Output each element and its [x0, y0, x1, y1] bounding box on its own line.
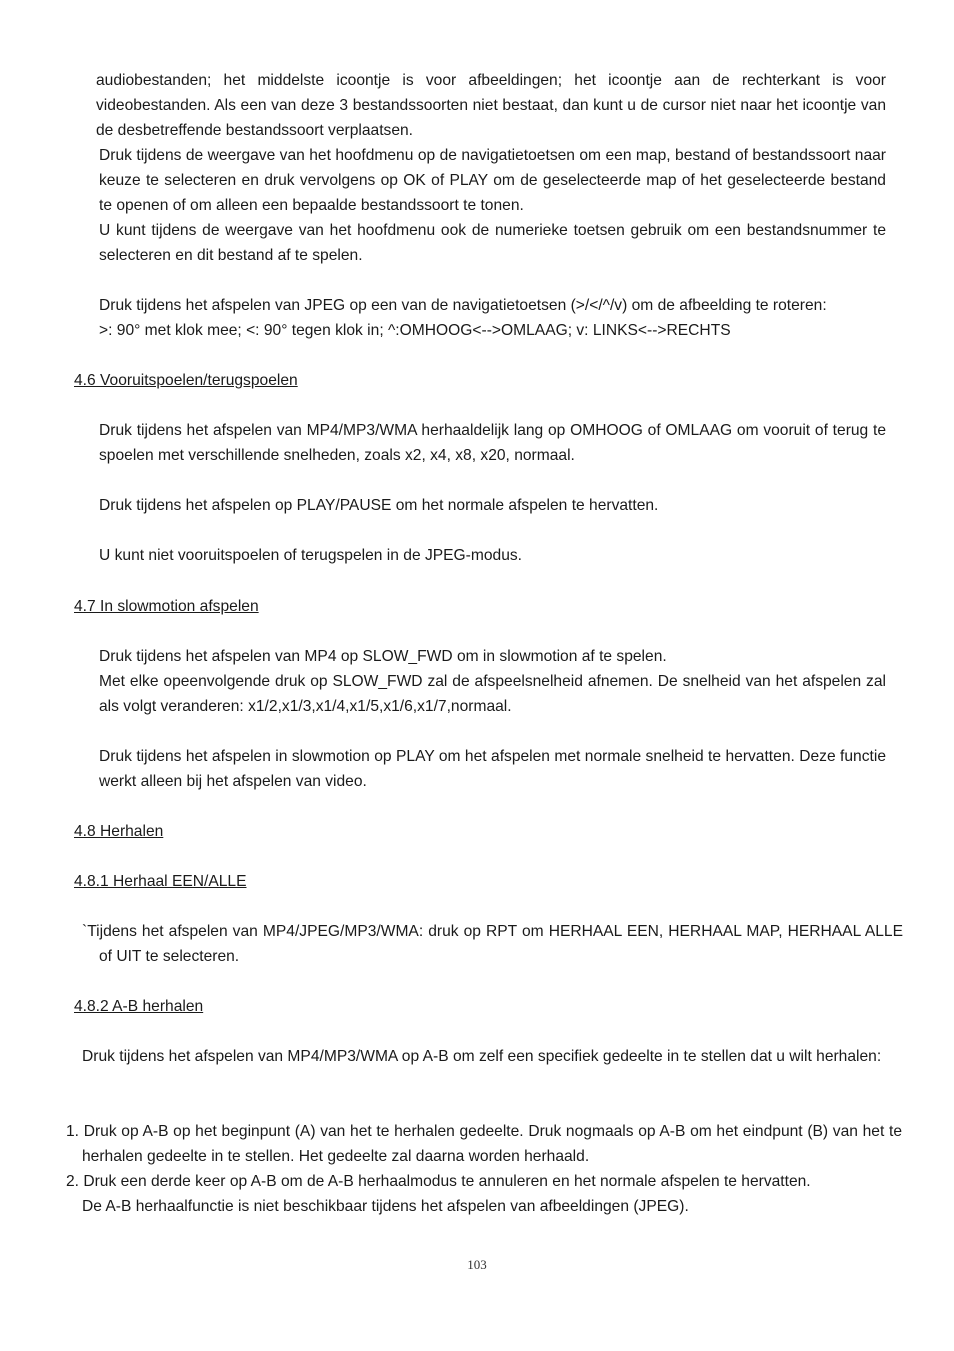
s47-paragraph-1: Druk tijdens het afspelen van MP4 op SLOW_FWD om in slowmotion af te spelen. — [99, 648, 667, 665]
page-number: 103 — [467, 1257, 487, 1272]
list-note: De A-B herhaalfunctie is niet beschikbaar tijdens het afspelen van afbeeldingen (JPEG). — [82, 1198, 689, 1215]
intro-paragraph-1: audiobestanden; het middelste icoontje is voor afbeeldingen; het icoontje aan de rechterkant is voor videobestanden. Als een van deze 3 bestandssoorten niet bestaat, dan kunt u de cursor niet naar het icoontje van de desbetreffende bestandssoort verplaatsen. — [96, 72, 886, 139]
list-item-2: 2. Druk een derde keer op A-B om de A-B herhaalmodus te annuleren en het normale afspelen te hervatten. — [66, 1173, 811, 1190]
section-heading-4-6: 4.6 Vooruitspoelen/terugspoelen — [74, 372, 298, 389]
s46-paragraph-1: Druk tijdens het afspelen van MP4/MP3/WMA herhaaldelijk lang op OMHOOG of OMLAAG om vooruit of terug te spoelen met verschillende snelheden, zoals x2, x4, x8, x20, normaal. — [99, 422, 886, 464]
s46-paragraph-3: U kunt niet vooruitspoelen of terugspelen in de JPEG-modus. — [99, 547, 523, 564]
intro-paragraph-2: Druk tijdens de weergave van het hoofdmenu op de navigatietoetsen om een map, bestand of bestandssoort naar keuze te selecteren en druk vervolgens op OK of PLAY om de geselecteerde map of het geselecteerde bestand te openen of om alleen een bepaalde bestandssoort te tonen. — [99, 147, 886, 214]
intro-paragraph-3: U kunt tijdens de weergave van het hoofdmenu ook de numerieke toetsen gebruik om een bestandsnummer te selecteren en dit bestand af te spelen. — [99, 222, 886, 264]
jpeg-rotate-line-2: >: 90° met klok mee; <: 90° tegen klok in; ^:OMHOOG<-->OMLAAG; v: LINKS<-->RECHTS — [99, 322, 731, 339]
s482-paragraph-1: Druk tijdens het afspelen van MP4/MP3/WMA op A-B om zelf een specifiek gedeelte in te stellen dat u wilt herhalen: — [82, 1048, 882, 1065]
s481-paragraph-1: `Tijdens het afspelen van MP4/JPEG/MP3/WMA: druk op RPT om HERHAAL EEN, HERHAAL MAP, HERHAAL ALLE of UIT te selecteren. — [82, 923, 903, 965]
section-heading-4-8-2: 4.8.2 A-B herhalen — [74, 998, 204, 1015]
s47-paragraph-3: Druk tijdens het afspelen in slowmotion op PLAY om het afspelen met normale snelheid te hervatten. Deze functie werkt alleen bij het afspelen van video. — [99, 748, 886, 790]
s46-paragraph-2: Druk tijdens het afspelen op PLAY/PAUSE om het normale afspelen te hervatten. — [99, 497, 659, 514]
section-heading-4-7: 4.7 In slowmotion afspelen — [74, 598, 259, 615]
s47-paragraph-2: Met elke opeenvolgende druk op SLOW_FWD zal de afspeelsnelheid afnemen. De snelheid van het afspelen zal als volgt veranderen: x1/2,x1/3,x1/4,x1/5,x1/6,x1/7,normaal. — [99, 673, 886, 715]
list-item-1: 1. Druk op A-B op het beginpunt (A) van het te herhalen gedeelte. Druk nogmaals op A-B om het eindpunt (B) van het te herhalen gedeelte in te stellen. Het gedeelte zal daarna worden herhaald. — [66, 1123, 902, 1165]
section-heading-4-8-1: 4.8.1 Herhaal EEN/ALLE — [74, 873, 247, 890]
jpeg-rotate-line-1: Druk tijdens het afspelen van JPEG op een van de navigatietoetsen (>/</^/v) om de afbeelding te roteren: — [99, 297, 827, 314]
section-heading-4-8: 4.8 Herhalen — [74, 823, 164, 840]
